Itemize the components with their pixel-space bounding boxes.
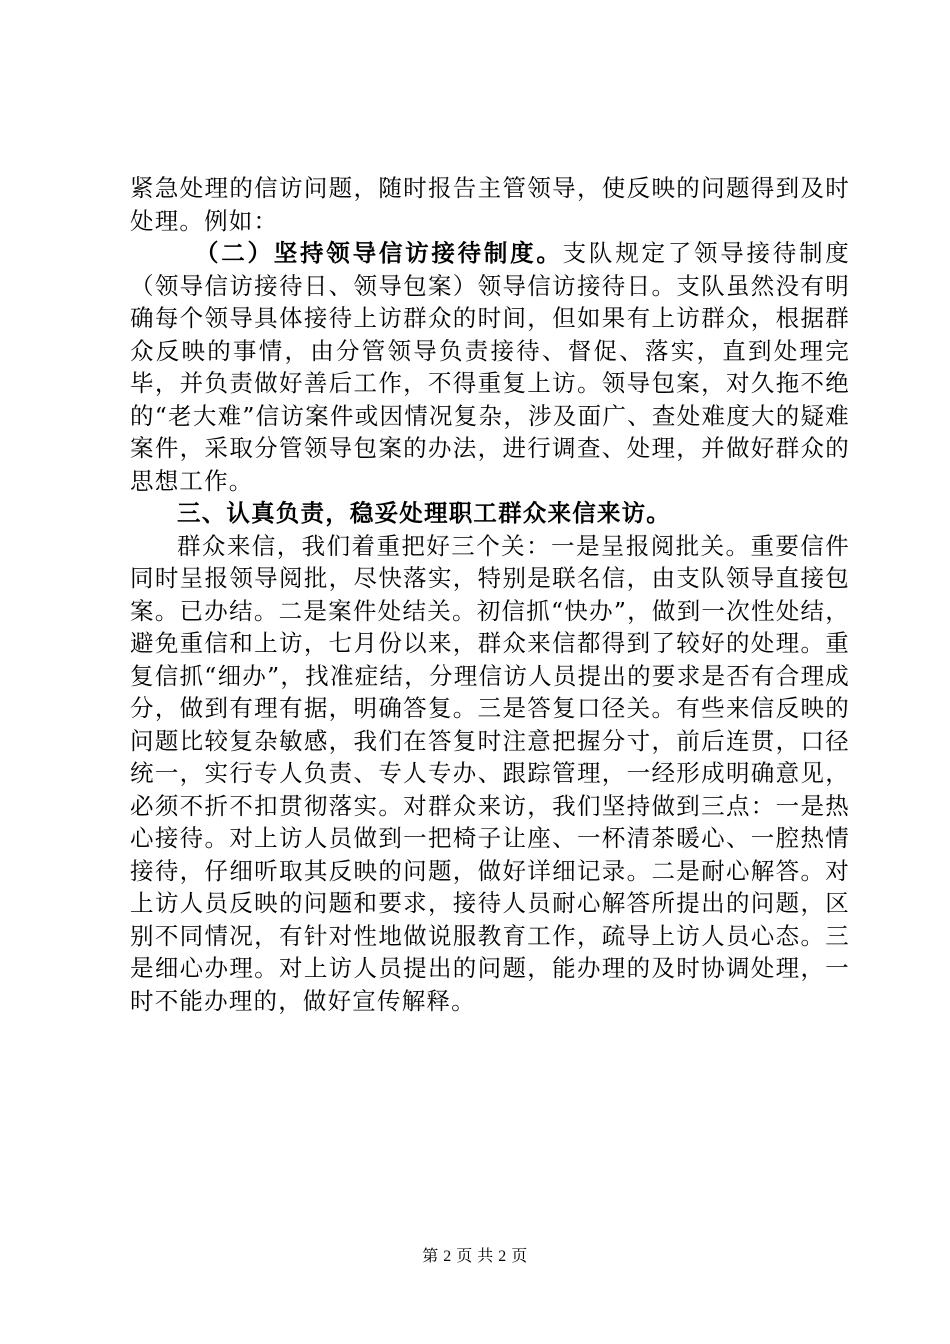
section-2-body: 支队规定了领导接待制度（领导信访接待日、领导包案）领导信访接待日。支队虽然没有明确每个领导具体接待上访群众的时间，但如果有上访群众，根据群众反映的事情，由分管领导负责接待、督促、落实，直到处理完毕，并负责做好善后工作，不得重复上访。领导包案，对久拖不绝的“老大难”信访案件或因情况复杂，涉及面广、查处难度大的疑难案件，采取分管领导包案的办法，进行调查、处理，并做好群众的思想工作。: [130, 239, 850, 495]
page-number-footer: 第 2 页 共 2 页: [422, 1248, 528, 1265]
section-2-paragraph: [130, 237, 850, 497]
section-2-lead: （二）坚持领导信访接待制度。: [195, 239, 563, 267]
section-3-paragraph: 群众来信，我们着重把好三个关：一是呈报阅批关。重要信件同时呈报领导阅批，尽快落实，特别是联名信，由支队领导直接包案。已办结。二是案件处结关。初信抓“快办”，做到一次性处结，避免重信和上访，七月份以来，群众来信都得到了较好的处理。重复信抓“细办”，找准症结，分理信访人员提出的要求是否有合理成分，做到有理有据，明确答复。三是答复口径关。有些来信反映的问题比较复杂敏感，我们在答复时注意把握分寸，前后连贯，口径统一，实行专人负责、专人专办、跟踪管理，一经形成明确意见，必须不折不扣贯彻落实。对群众来访，我们坚持做到三点：一是热心接待。对上访人员做到一把椅子让座、一杯清茶暖心、一腔热情接待，仔细听取其反映的问题，做好详细记录。二是耐心解答。对上访人员反映的问题和要求，接待人员耐心解答所提出的问题，区别不同情况，有针对性地做说服教育工作，疏导上访人员心态。三是细心办理。对上访人员提出的问题，能办理的及时协调处理，一时不能办理的，做好宣传解释。: [130, 531, 850, 1015]
document-body: [130, 172, 850, 1017]
paragraph-continuation: 紧急处理的信访问题，随时报告主管领导，使反映的问题得到及时处理。例如：: [130, 174, 850, 235]
section-3-heading: 三、认真负责，稳妥处理职工群众来信来访。: [177, 499, 671, 527]
